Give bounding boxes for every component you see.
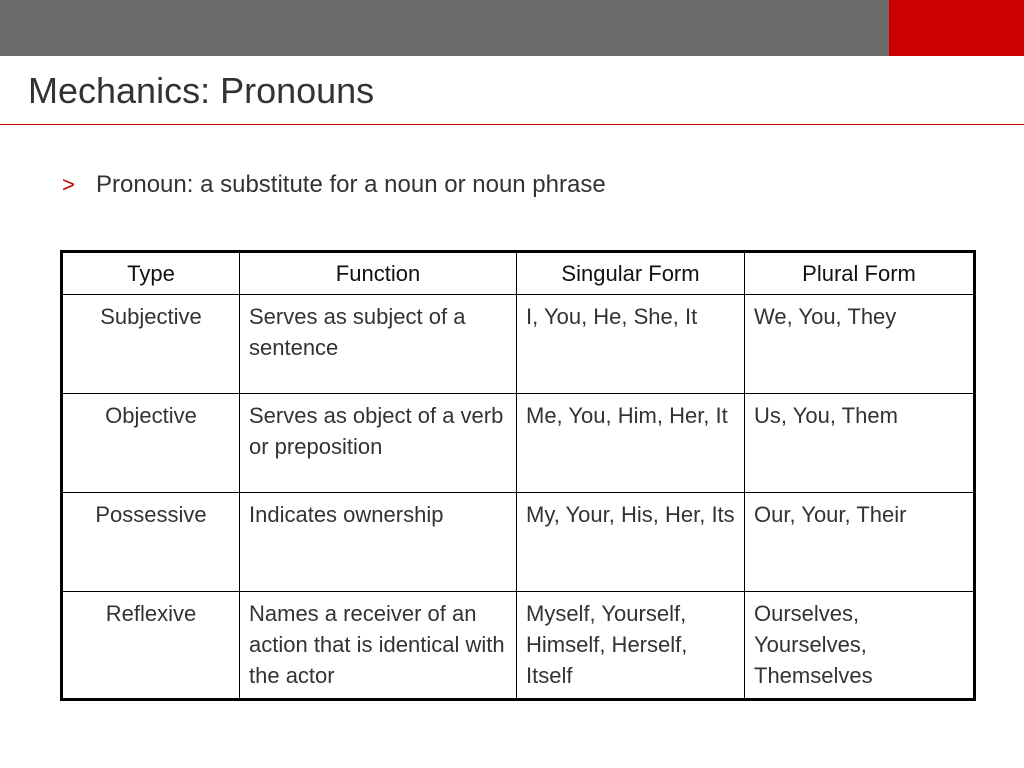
- bullet-item: [62, 170, 606, 200]
- top-header-bar: [0, 0, 889, 56]
- function-cell: Names a receiver of an action that is identical with the actor: [240, 592, 517, 700]
- header-type: Type: [62, 252, 240, 295]
- table-header-row: [62, 252, 975, 295]
- title-divider: [0, 124, 1024, 125]
- type-cell: Subjective: [62, 295, 240, 394]
- type-cell: Possessive: [62, 493, 240, 592]
- bullet-text: Pronoun: a substitute for a noun or noun phrase: [96, 171, 606, 198]
- header-function: Function: [240, 252, 517, 295]
- type-cell: Reflexive: [62, 592, 240, 700]
- plural-form-cell: Ourselves, Yourselves, Themselves: [745, 592, 975, 700]
- singular-form-cell: Me, You, Him, Her, It: [517, 394, 745, 493]
- function-cell: Serves as subject of a sentence: [240, 295, 517, 394]
- table-row: [62, 295, 975, 394]
- plural-form-cell: Us, You, Them: [745, 394, 975, 493]
- function-cell: Serves as object of a verb or preposition: [240, 394, 517, 493]
- table-row: [62, 394, 975, 493]
- singular-form-cell: Myself, Yourself, Himself, Herself, Itself: [517, 592, 745, 700]
- plural-form-cell: Our, Your, Their: [745, 493, 975, 592]
- type-cell: Objective: [62, 394, 240, 493]
- pronoun-table: [60, 250, 976, 701]
- table-row: [62, 592, 975, 700]
- table-row: [62, 493, 975, 592]
- top-accent-block: [889, 0, 1024, 56]
- singular-form-cell: I, You, He, She, It: [517, 295, 745, 394]
- singular-form-cell: My, Your, His, Her, Its: [517, 493, 745, 592]
- slide-title: Mechanics: Pronouns: [28, 70, 375, 111]
- header-singular-form: Singular Form: [517, 252, 745, 295]
- plural-form-cell: We, You, They: [745, 295, 975, 394]
- bullet-arrow-icon: >: [62, 172, 75, 197]
- header-plural-form: Plural Form: [745, 252, 975, 295]
- function-cell: Indicates ownership: [240, 493, 517, 592]
